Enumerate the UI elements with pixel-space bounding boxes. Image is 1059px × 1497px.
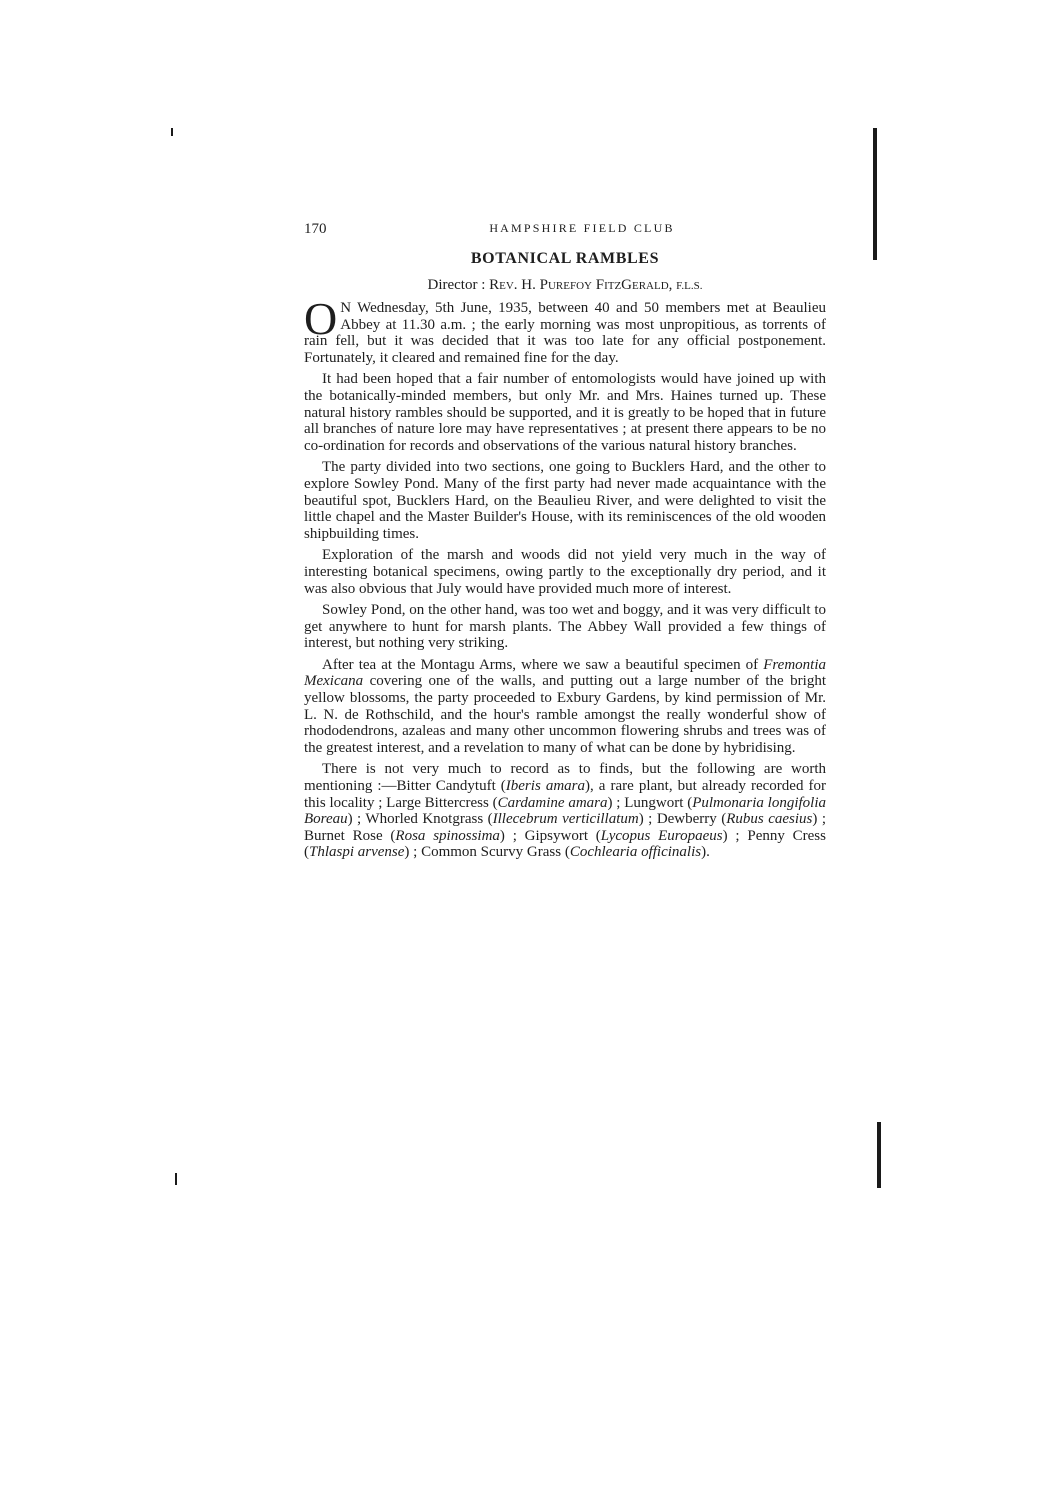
paragraph-7-text: ), a rare plant, but already recorded for this locality ; Large Bittercress ( — [304, 778, 826, 811]
paragraph-7-text: ) ; Whorled Knotgrass ( — [347, 811, 493, 828]
paragraph-4: Exploration of the marsh and woods did not yield very much in the way of interesting botanical specimens, owing partly to the exceptionally dry period, and it was also obvious that July would have provided much more of interest. — [304, 547, 826, 597]
running-head: HAMPSHIRE FIELD CLUB — [489, 221, 675, 235]
director-label: Director : — [427, 277, 486, 293]
species-name: Cochlearia officinalis — [569, 844, 702, 861]
paragraph-7-text: ) ; Dewberry ( — [638, 811, 727, 828]
paragraph-1 — [304, 293, 826, 366]
species-name: Rosa spinossima — [395, 827, 500, 844]
binding-mark-left-top — [171, 128, 173, 136]
species-name: Fremontia Mexicana — [304, 656, 826, 690]
paragraph-7-text: ) ; Burnet Rose ( — [304, 811, 826, 844]
paragraph-2: It had been hoped that a fair number of entomologists would have joined up with the botanically-minded members, but only Mr. and Mrs. Haines turned up. These natural history rambles should be supported, and it is greatly to be hoped that in future all branches of nature lore may have representatives ; at present there appears to be no co-ordination for records and observations of the various natural history branches. — [304, 371, 826, 454]
species-name: Lycopus Europaeus — [600, 827, 723, 844]
binding-mark-right-top — [873, 128, 877, 260]
species-name: Rubus caesius — [726, 811, 813, 828]
paragraph-7-text: ). — [701, 844, 710, 861]
paragraph-7-text: There is not very much to record as to finds, but the following are worth mentioning :—Bitter Candytuft ( — [304, 761, 826, 795]
director-name: Rev. H. Purefoy FitzGerald, — [489, 277, 673, 293]
species-name: Iberis amara — [505, 778, 585, 795]
paragraph-1-text: N Wednesday, 5th June, 1935, between 40 and 50 members met at Beaulieu Abbey at 11.30 a.m. ; the early morning was most unpropitious, as torrents of rain fell, but it was decided that it was too late for any official postponement. Fortunately, it cleared and remained fine for the day. — [304, 300, 826, 366]
paragraph-5: Sowley Pond, on the other hand, was too wet and boggy, and it was very difficult to get anywhere to hunt for marsh plants. The Abbey Wall provided a few things of interest, but nothing very striking. — [304, 602, 826, 652]
paragraph-3: The party divided into two sections, one going to Bucklers Hard, and the other to explore Sowley Pond. Many of the first party had never made acquaintance with the beautiful spot, Bucklers Hard, on the Beaulieu River, and were delighted to visit the little chapel and the Master Builder's House, with its reminiscences of the old wooden shipbuilding times. — [304, 459, 826, 542]
species-name: Pulmonaria longifolia Boreau — [304, 794, 826, 828]
director-credentials: F.L.S. — [676, 280, 703, 292]
paragraph-6 — [304, 657, 826, 757]
species-name: Cardamine amara — [497, 794, 608, 811]
article-body — [304, 293, 826, 866]
drop-cap: O — [304, 293, 338, 344]
species-name: Thlaspi arvense — [309, 844, 405, 861]
paragraph-7-text: ) ; Penny Cress ( — [304, 827, 826, 861]
binding-mark-left-bottom — [175, 1173, 177, 1185]
paragraph-7-text: ) ; Lungwort ( — [607, 794, 693, 811]
paragraph-7 — [304, 761, 826, 861]
paragraph-7-text: ) ; Common Scurvy Grass ( — [404, 844, 570, 861]
director-line — [304, 277, 826, 294]
paragraph-7-text: ) ; Gipsywort ( — [499, 827, 601, 844]
article-title: BOTANICAL RAMBLES — [470, 250, 660, 267]
binding-mark-right-bottom — [877, 1122, 881, 1188]
paragraph-6-text: After tea at the Montagu Arms, where we saw a beautiful specimen of — [322, 656, 764, 673]
page-number: 170 — [304, 221, 327, 237]
paragraph-6-text: covering one of the walls, and putting out a large number of the bright yellow blossoms, the party proceeded to Exbury Gardens, by kind permission of Mr. L. N. de Rothschild, and the hour's ramble amongst the really wonderful show of rhododendrons, azaleas and many other uncommon flowering shrubs and trees was of the greatest interest, and a revelation to many of what can be done by hybridising. — [304, 673, 826, 756]
species-name: Illecebrum verticillatum — [492, 811, 639, 828]
